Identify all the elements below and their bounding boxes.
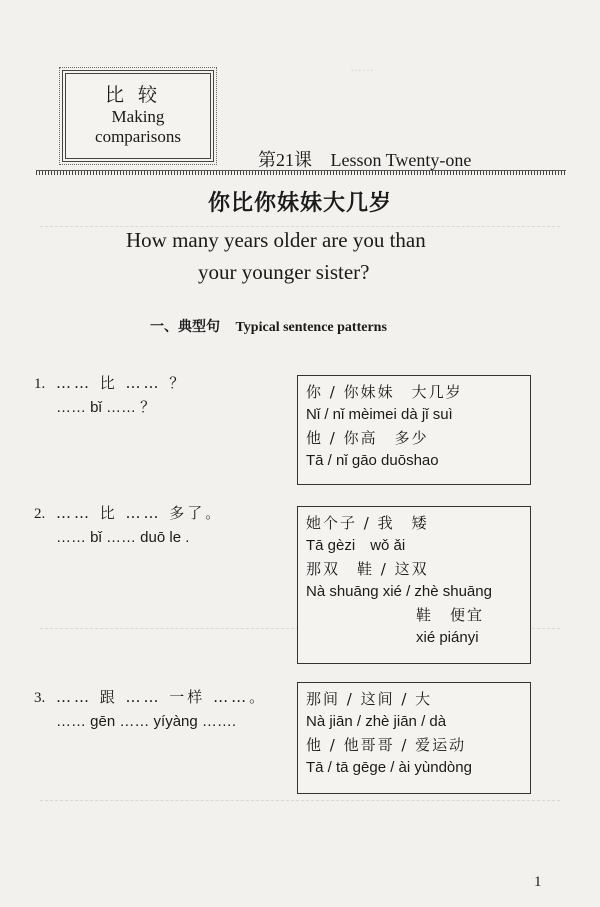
example-pinyin: Nà jiān / zhè jiān / dà xyxy=(306,713,447,730)
example-pinyin: Nǐ / nǐ mèimei dà jǐ suì xyxy=(306,406,453,423)
example-zh: 你 / 你妹妹 大几岁 xyxy=(306,383,463,401)
example-pinyin: xié piányi xyxy=(416,629,479,646)
example-box-1 xyxy=(297,375,531,485)
pattern-pinyin: …… gēn …… yíyàng ……. xyxy=(56,713,237,730)
pattern-1 xyxy=(34,372,187,419)
lesson-number-zh: 第21课 xyxy=(258,150,312,170)
lesson-title-zh: 你比你妹妹大几岁 xyxy=(207,191,392,216)
example-zh: 他 / 他哥哥 / 爱运动 xyxy=(306,736,467,754)
example-pinyin: Tā / tā gēge / ài yùndòng xyxy=(306,759,472,776)
topic-en-line1: Making xyxy=(111,107,165,126)
pattern-zh: …… 比 …… ？ xyxy=(56,374,188,392)
page-number: 1 xyxy=(534,874,542,890)
lesson-title-en-line1: How many years older are you than xyxy=(126,228,426,252)
lesson-title-en-line2: your younger sister? xyxy=(198,260,370,284)
pattern-zh: …… 比 …… 多了。 xyxy=(56,504,224,522)
header-divider xyxy=(36,170,566,175)
example-zh: 他 / 你高 多少 xyxy=(306,429,429,447)
topic-en-line2: comparisons xyxy=(95,127,181,146)
pattern-number: 1. xyxy=(34,376,46,392)
bleed-through-line xyxy=(40,800,560,801)
pattern-pinyin: …… bǐ …… duō le . xyxy=(56,529,190,546)
example-zh: 那双 鞋 / 这双 xyxy=(306,560,429,578)
pattern-number: 2. xyxy=(34,506,46,522)
section-heading-zh: 一、典型句 xyxy=(150,319,220,335)
topic-box xyxy=(62,70,214,162)
section-heading xyxy=(150,316,387,336)
example-zh: 那间 / 这间 / 大 xyxy=(306,690,433,708)
lesson-heading xyxy=(258,146,471,172)
topic-zh: 比较 xyxy=(104,84,171,106)
pattern-zh: …… 跟 …… 一样 ……。 xyxy=(56,688,268,706)
section-heading-en: Typical sentence patterns xyxy=(235,320,387,335)
example-zh: 她个子 / 我 矮 xyxy=(306,514,429,532)
pattern-pinyin: …… bǐ …… ？ xyxy=(56,399,156,416)
pattern-2 xyxy=(34,502,223,549)
pattern-3 xyxy=(34,686,267,733)
lesson-number-en: Lesson Twenty-one xyxy=(330,150,472,170)
example-zh: 鞋 便宜 xyxy=(416,606,485,624)
bleed-through-text: …… xyxy=(350,60,374,74)
pattern-number: 3. xyxy=(34,690,46,706)
example-box-2 xyxy=(297,506,531,664)
example-pinyin: Nà shuāng xié / zhè shuāng xyxy=(306,583,492,600)
example-pinyin: Tā gèzi wǒ ǎi xyxy=(306,537,406,554)
example-pinyin: Tā / nǐ gāo duōshao xyxy=(306,452,439,469)
bleed-through-line xyxy=(40,226,560,227)
example-box-3 xyxy=(297,682,531,794)
